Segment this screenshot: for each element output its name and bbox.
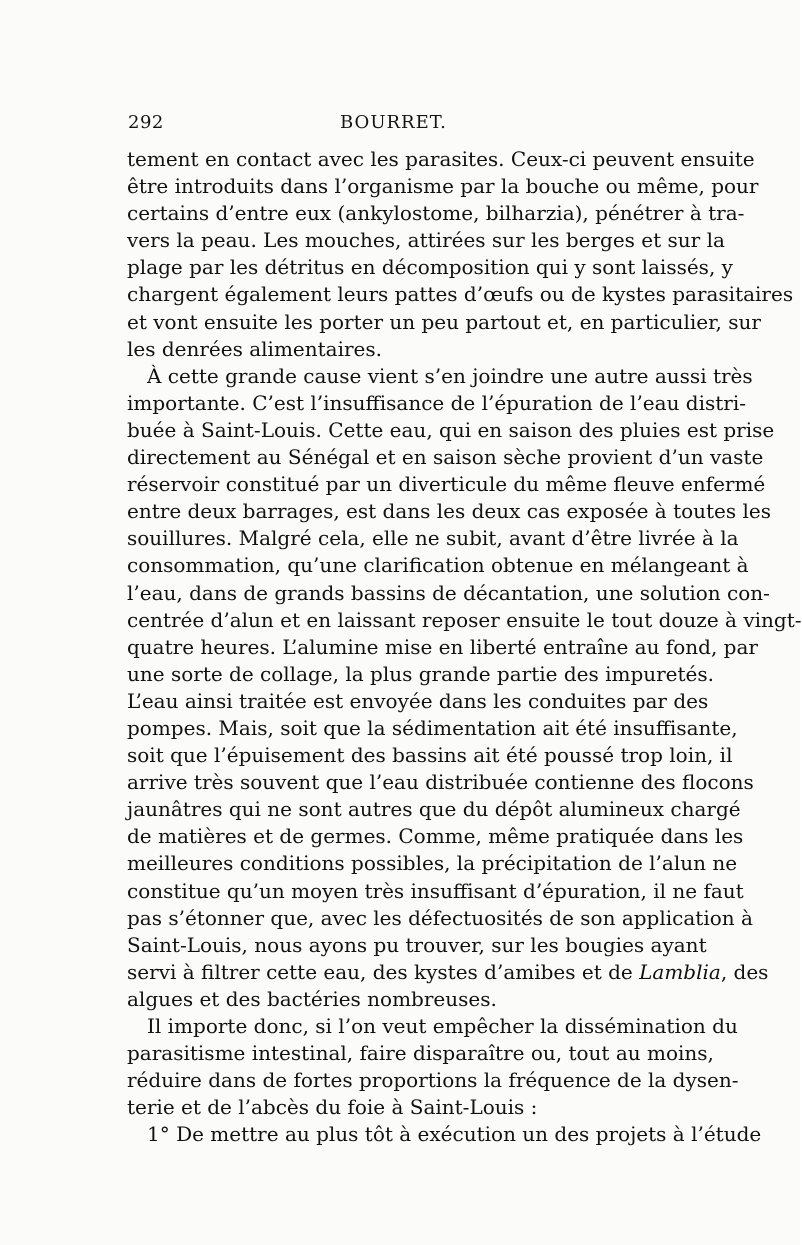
text-line: souillures. Malgré cela, elle ne subit, avant d’être livrée à la xyxy=(127,526,739,551)
text-line: buée à Saint-Louis. Cette eau, qui en saison des pluies est prise xyxy=(127,417,775,442)
italic-term: Lamblia xyxy=(639,959,721,984)
text-line: consommation, qu’une clarification obtenue en mélangeant à xyxy=(127,553,749,578)
page-number: 292 xyxy=(128,112,164,133)
text-line: meilleures conditions possibles, la précipitation de l’alun ne xyxy=(127,851,738,876)
text-line: plage par les détritus en décomposition qui y sont laissés, y xyxy=(127,255,733,280)
text-line: soit que l’épuisement des bassins ait été poussé trop loin, il xyxy=(127,743,733,768)
text-line: constitue qu’un moyen très insuffisant d’épuration, il ne faut xyxy=(127,878,744,903)
text-line: une sorte de collage, la plus grande partie des impuretés. xyxy=(127,661,715,686)
text-line: servi à filtrer cette eau, des kystes d’amibes et de Lamblia, des xyxy=(127,959,769,984)
text-line: pas s’étonner que, avec les défectuosités de son application à xyxy=(127,905,753,930)
text-line: À cette grande cause vient s’en joindre une autre aussi très xyxy=(147,363,753,388)
text-line: être introduits dans l’organisme par la bouche ou même, pour xyxy=(127,174,759,199)
text-line: de matières et de germes. Comme, même pratiquée dans les xyxy=(127,824,744,849)
text-line: vers la peau. Les mouches, attirées sur les berges et sur la xyxy=(127,228,725,253)
text-line: tement en contact avec les parasites. Ceux-ci peuvent ensuite xyxy=(127,147,755,171)
text-line: et vont ensuite les porter un peu partout et, en particulier, sur xyxy=(127,309,761,334)
text-line: chargent également leurs pattes d’œufs ou de kystes parasitaires xyxy=(127,282,794,307)
running-head: BOURRET. xyxy=(340,112,447,133)
text-line: réduire dans de fortes proportions la fréquence de la dysen- xyxy=(127,1068,739,1093)
page-header xyxy=(128,112,680,142)
text-line: Il importe donc, si l’on veut empêcher la dissémination du xyxy=(147,1014,738,1038)
text-line: réservoir constitué par un diverticule du même fleuve enfermé xyxy=(127,472,766,497)
text-line: jaunâtres qui ne sont autres que du dépôt alumineux chargé xyxy=(127,797,741,822)
text-line: L’eau ainsi traitée est envoyée dans les conduites par des xyxy=(127,688,709,713)
text-line: centrée d’alun et en laissant reposer ensuite le tout douze à vingt- xyxy=(127,607,802,632)
text-line: certains d’entre eux (ankylostome, bilharzia), pénétrer à tra- xyxy=(127,201,745,226)
text-line: importante. C’est l’insuffisance de l’épuration de l’eau distri- xyxy=(127,390,747,415)
text-line: directement au Sénégal et en saison sèche provient d’un vaste xyxy=(127,445,764,470)
text-line: les denrées alimentaires. xyxy=(127,336,382,361)
text-line: quatre heures. L’alumine mise en liberté entraîne au fond, par xyxy=(127,634,758,659)
text-line: algues et des bactéries nombreuses. xyxy=(127,986,497,1011)
body-text xyxy=(127,146,802,1148)
text-line: 1° De mettre au plus tôt à exécution un des projets à l’étude xyxy=(147,1122,762,1147)
text-line: terie et de l’abcès du foie à Saint-Louis : xyxy=(127,1095,538,1120)
text-line: l’eau, dans de grands bassins de décantation, une solution con- xyxy=(127,580,770,605)
text-line: entre deux barrages, est dans les deux cas exposée à toutes les xyxy=(127,499,772,524)
text-line: parasitisme intestinal, faire disparaître ou, tout au moins, xyxy=(127,1041,714,1066)
text-line: Saint-Louis, nous ayons pu trouver, sur les bougies ayant xyxy=(127,932,707,957)
text-line: arrive très souvent que l’eau distribuée contienne des flocons xyxy=(127,770,754,795)
text-line: pompes. Mais, soit que la sédimentation ait été insuffisante, xyxy=(127,715,738,740)
